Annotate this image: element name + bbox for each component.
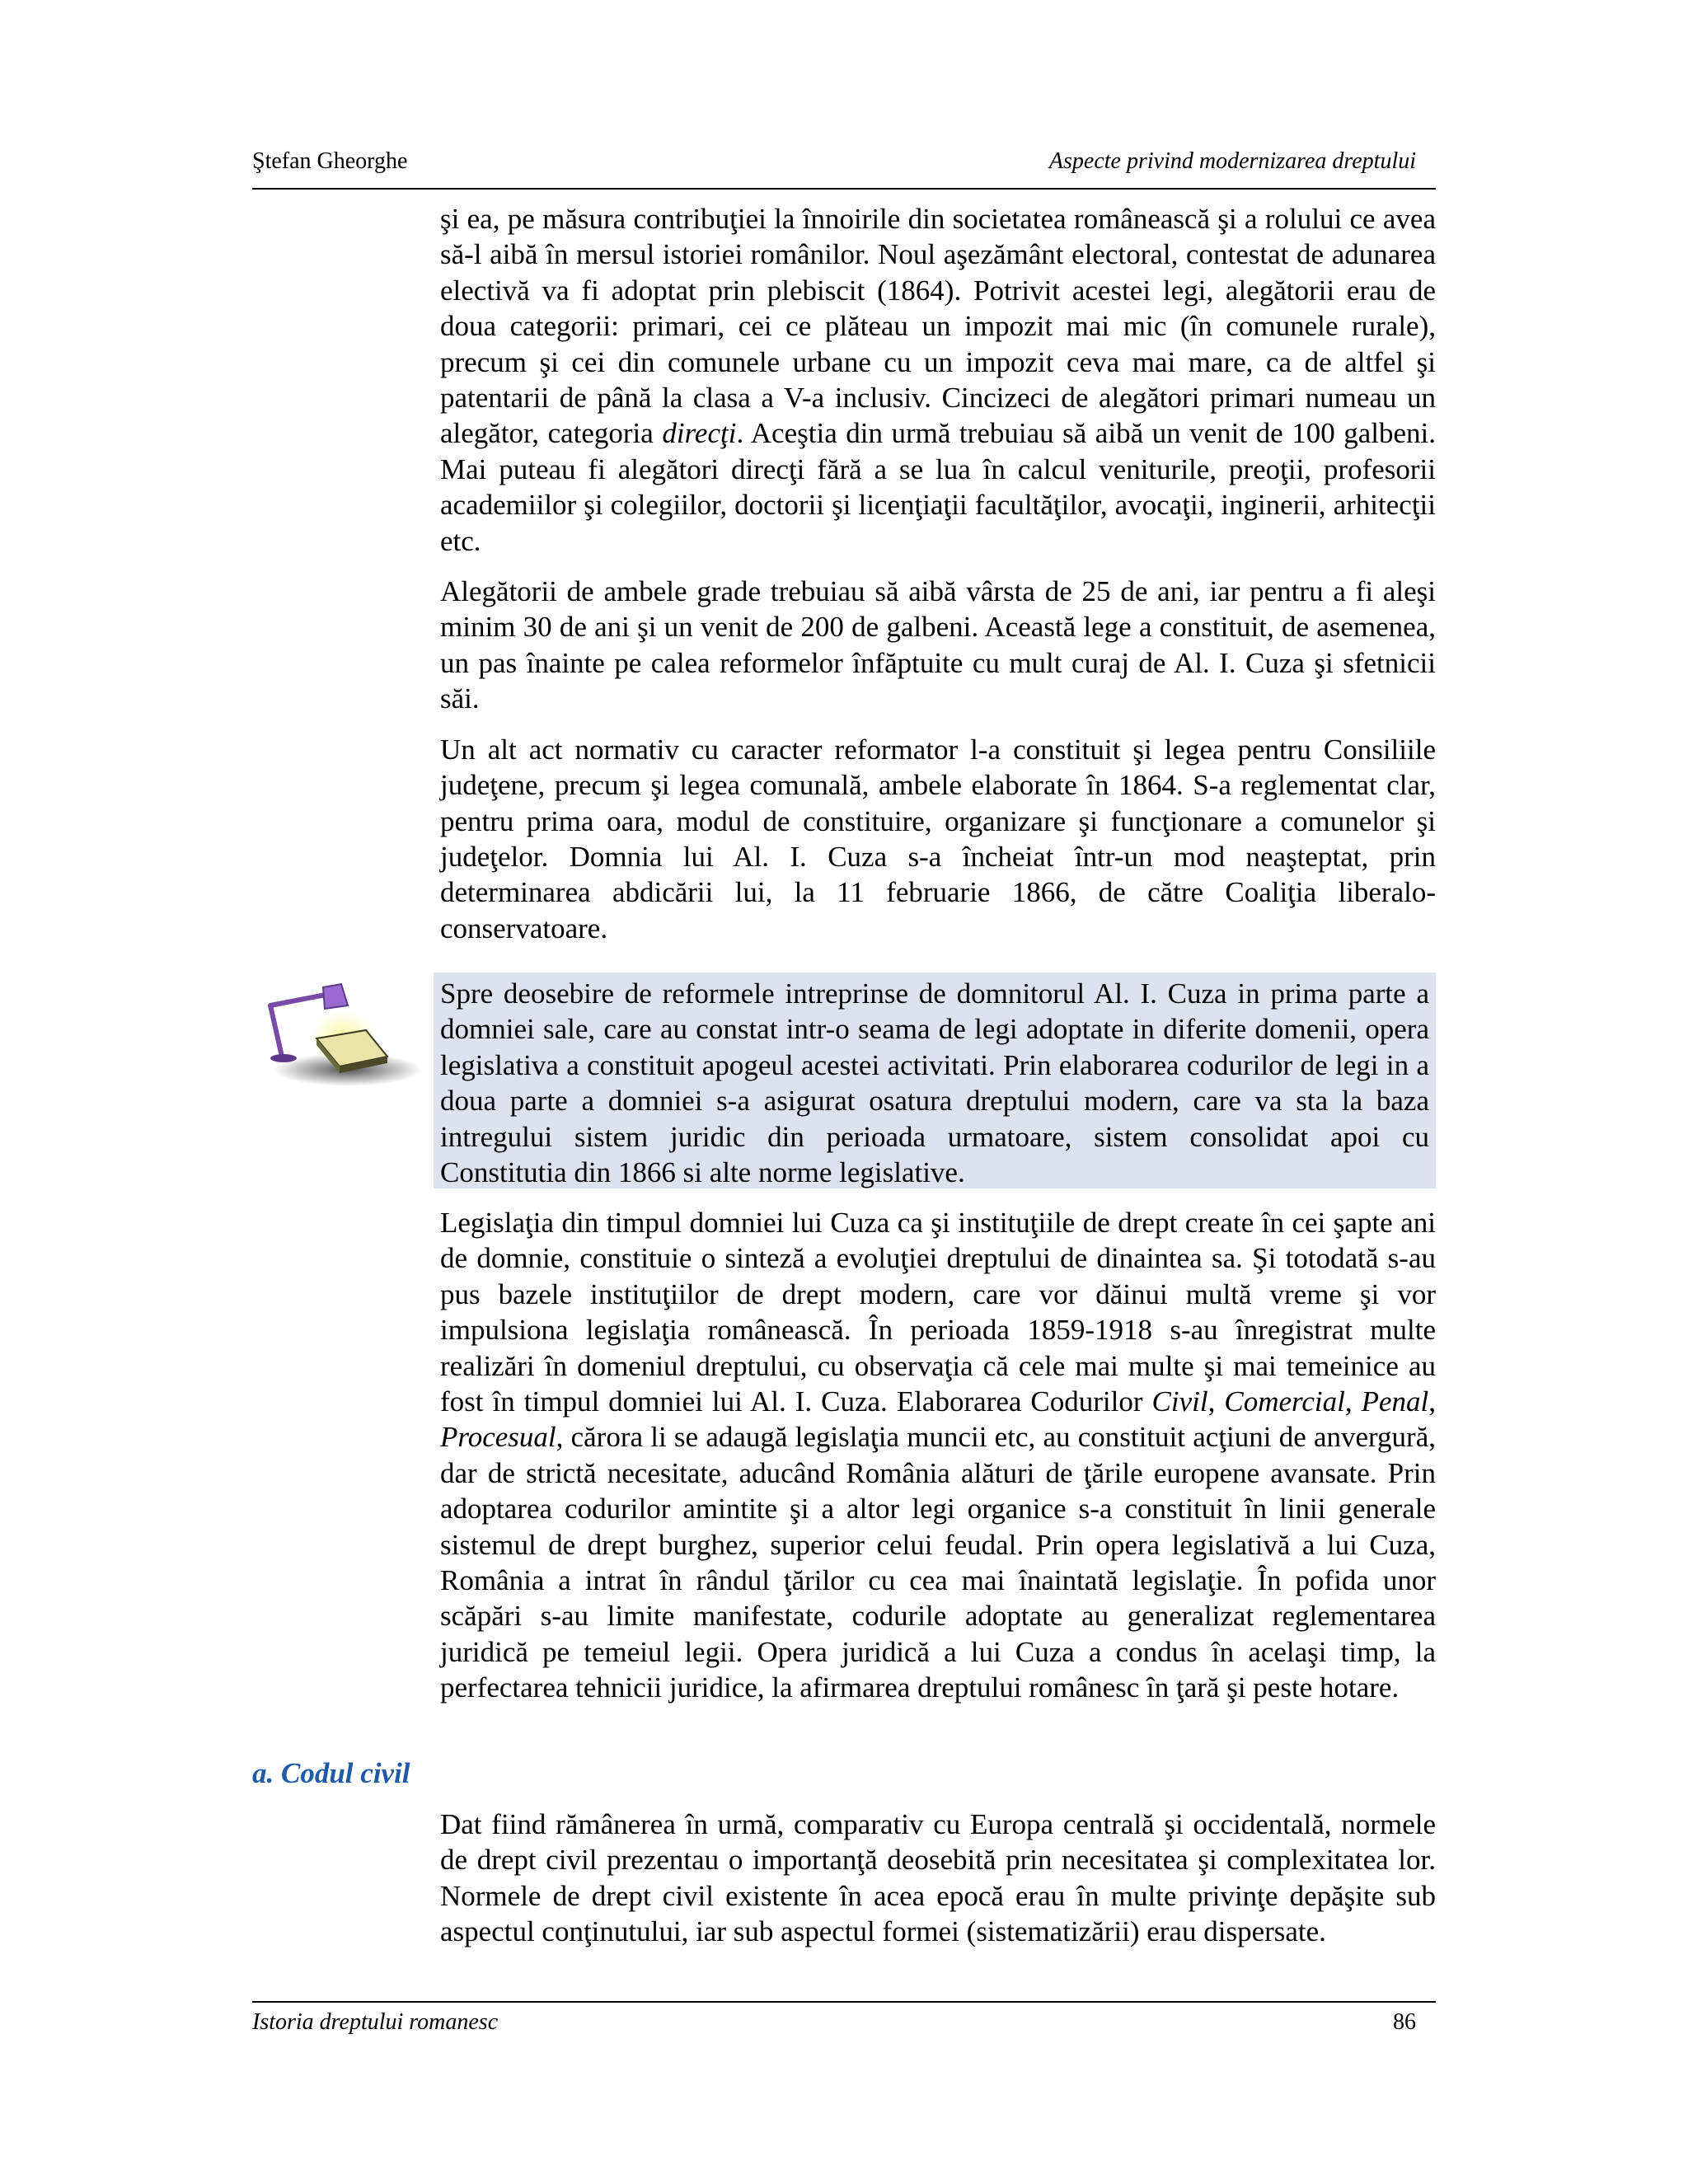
body-text-middle (440, 1205, 1436, 1706)
paragraph-cuza-legislation: Legislaţia din timpul domniei lui Cuza ca şi instituţiile de drept create în cei şapte ani de domnie, constituie o sinteză a evoluţiei dreptului de dinaintea sa. Şi totodată s-au pus bazele instituţiilor de drept modern, care vor dăinui multă vreme şi vor impulsiona legislaţia românească. În perioada 1859-1918 s-au înregistrat multe realizări în domeniul dreptului, cu observaţia că cele mai multe şi mai temeinice au fost în timpul domniei lui Al. I. Cuza. Elaborarea Codurilor Civil, Comercial, Penal, Procesual, cărora li se adaugă legislaţia muncii etc, au constituit acţiuni de anvergură, dar de strictă necesitate, aducând România alături de ţările europene avansate. Prin adoptarea codurilor amintite şi a altor legi organice s-a constituit în linii generale sistemul de drept burghez, superior celui feudal. Prin opera legislativă a lui Cuza, România a intrat în rândul ţărilor cu cea mai înaintată legislaţie. În pofida unor scăpări s-au limite manifestate, codurile adoptate au generalizat reglementarea juridică pe temeiul legii. Opera juridică a lui Cuza a condus în acelaşi timp, la perfectarea tehnicii juridice, la afirmarea dreptului românesc în ţară şi peste hotare. (440, 1207, 1437, 1704)
header-author: Ştefan Gheorghe (252, 148, 408, 174)
emphasis-civil: Civil (1151, 1385, 1208, 1418)
paragraph-highlighted-summary: Spre deosebire de reformele intreprinse de domnitorul Al. I. Cuza in prima parte a domniei sale, care au constat intr-o seama de legi adoptate in diferite domenii, opera legislativa a constituit apogeul acestei activitati. Prin elaborarea codurilor de legi in a doua parte a domniei s-a asigurat osatura dreptului modern, care va sta la baza intregului sistem juridic din perioada urmatoare, sistem consolidat apoi cu Constitutia din 1866 si alte norme legislative. (440, 977, 1429, 1189)
header-chapter-title: Aspecte privind modernizarea dreptului (1048, 148, 1416, 174)
emphasis-procesual: Procesual (440, 1421, 556, 1454)
body-text-top (440, 201, 1436, 946)
emphasis-penal: Penal (1361, 1385, 1429, 1418)
body-text-bottom (440, 1807, 1436, 1950)
footer-course-title: Istoria dreptului romanesc (252, 2009, 499, 2035)
page-number: 86 (1393, 2009, 1416, 2035)
paragraph-electoral-law: şi ea, pe măsura contribuţiei la înnoirile din societatea românească şi a rolului ce avea să-l aibă în mersul istoriei românilor. Noul aşezământ electoral, contestat de adunarea electivă va fi adoptat prin plebiscit (1864). Potrivit acestei legi, alegătorii erau de doua categorii: primari, cei ce plăteau un impozit mai mic (în comunele rurale), precum şi cei din comunele urbane cu un impozit ceva mai mare, ca de altfel şi patentarii de până la clasa a V-a inclusiv. Cincizeci de alegători primari numeau un alegător, categoria direcţi. Aceştia din urmă trebuiau să aibă un venit de 100 galbeni. Mai puteau fi alegători direcţi fără a se lua în calcul veniturile, preoţii, profesorii academiilor şi colegiilor, doctorii şi licenţiaţii facultăţilor, avocaţii, inginerii, arhitecţii etc. (440, 203, 1437, 557)
section-title: a. Codul civil (252, 1757, 410, 1789)
desk-lamp-book-icon (265, 981, 422, 1088)
page-footer (252, 2001, 1436, 2042)
paragraph-county-councils: Un alt act normativ cu caracter reformator l-a constituit şi legea pentru Consiliile judeţene, precum şi legea comunală, ambele elaborate în 1864. S-a reglementat clar, pentru prima oara, modul de constituire, organizare şi funcţionare a comunelor şi judeţelor. Domnia lui Al. I. Cuza s-a încheiat într-un mod neaşteptat, prin determinarea abdicării lui, la 11 februarie 1866, de către Coaliţia liberalo-conservatoare. (440, 733, 1436, 944)
emphasis-comercial: Comercial (1224, 1385, 1345, 1418)
page-header (252, 142, 1436, 190)
highlight-box (434, 972, 1436, 1188)
paragraph-civil-law-norms: Dat fiind rămânerea în urmă, comparativ cu Europa centrală şi occidentală, normele de drept civil prezentau o importanţă deosebită prin necesitatea şi complexitatea lor. Normele de drept civil existente în acea epocă erau în multe privinţe depăşite sub aspectul conţinutului, iar sub aspectul formei (sistematizării) erau dispersate. (440, 1808, 1436, 1948)
emphasis-directi: direcţi (662, 417, 737, 450)
paragraph-voter-age: Alegătorii de ambele grade trebuiau să aibă vârsta de 25 de ani, iar pentru a fi aleşi minim 30 de ani şi un venit de 200 de galbeni. Această lege a constituit, de asemenea, un pas înainte pe calea reformelor înfăptuite cu mult curaj de Al. I. Cuza şi sfetnicii săi. (440, 575, 1436, 715)
